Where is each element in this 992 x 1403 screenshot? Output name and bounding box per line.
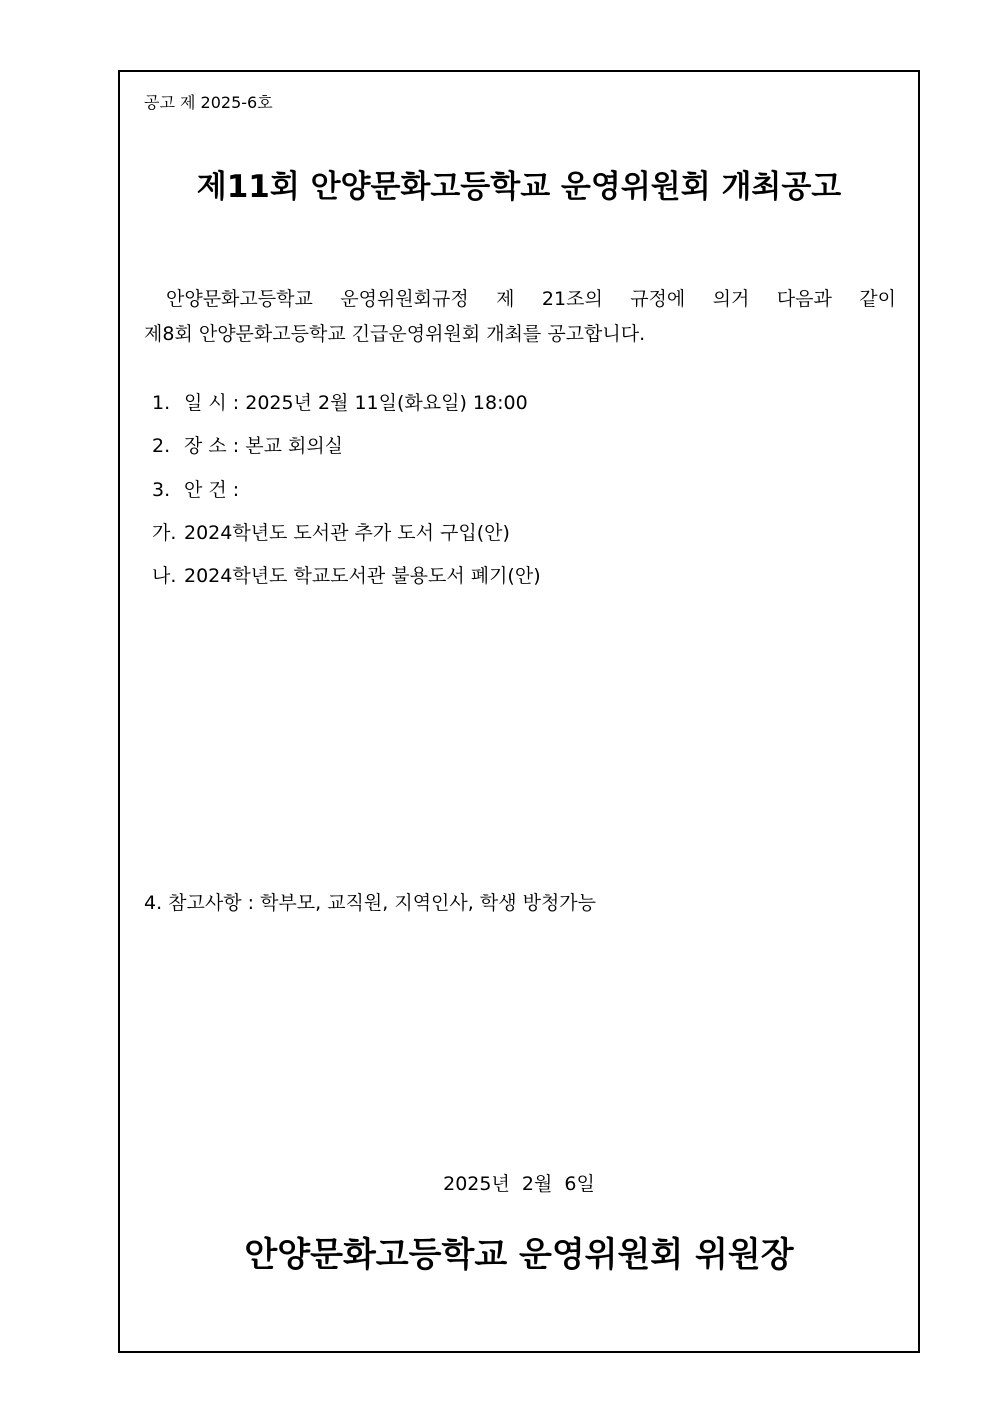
agenda-item-number: 나.	[152, 565, 177, 587]
item-datetime	[152, 389, 528, 417]
item-text: 일 시 : 2025년 2월 11일(화요일) 18:00	[184, 392, 528, 414]
item-text: 장 소 : 본교 회의실	[184, 435, 344, 457]
agenda-item-text: 2024학년도 도서관 추가 도서 구입(안)	[184, 522, 510, 544]
document-frame	[118, 70, 920, 1353]
item-number: 3.	[152, 479, 171, 501]
body-paragraph-line-2: 제8회 안양문화고등학교 긴급운영위원회 개최를 공고합니다.	[144, 323, 646, 345]
item-location	[152, 432, 343, 460]
agenda-item	[152, 519, 510, 547]
item-agenda	[152, 476, 239, 504]
agenda-item	[152, 562, 541, 590]
agenda-item-text: 2024학년도 학교도서관 불용도서 폐기(안)	[184, 565, 541, 587]
signature-line: 안양문화고등학교 운영위원회 위원장	[244, 1235, 794, 1275]
notice-number: 공고 제 2025-6호	[144, 93, 273, 112]
issue-date: 2025년 2월 6일	[443, 1173, 595, 1195]
reference-note: 4. 참고사항 : 학부모, 교직원, 지역인사, 학생 방청가능	[144, 892, 597, 914]
body-paragraph-line-1: 안양문화고등학교 운영위원회규정 제 21조의 규정에 의거 다음과 같이	[166, 288, 896, 310]
item-text: 안 건 :	[184, 479, 240, 501]
document-title: 제11회 안양문화고등학교 운영위원회 개최공고	[196, 169, 842, 205]
item-number: 2.	[152, 435, 171, 457]
item-number: 1.	[152, 392, 171, 414]
agenda-item-number: 가.	[152, 522, 177, 544]
